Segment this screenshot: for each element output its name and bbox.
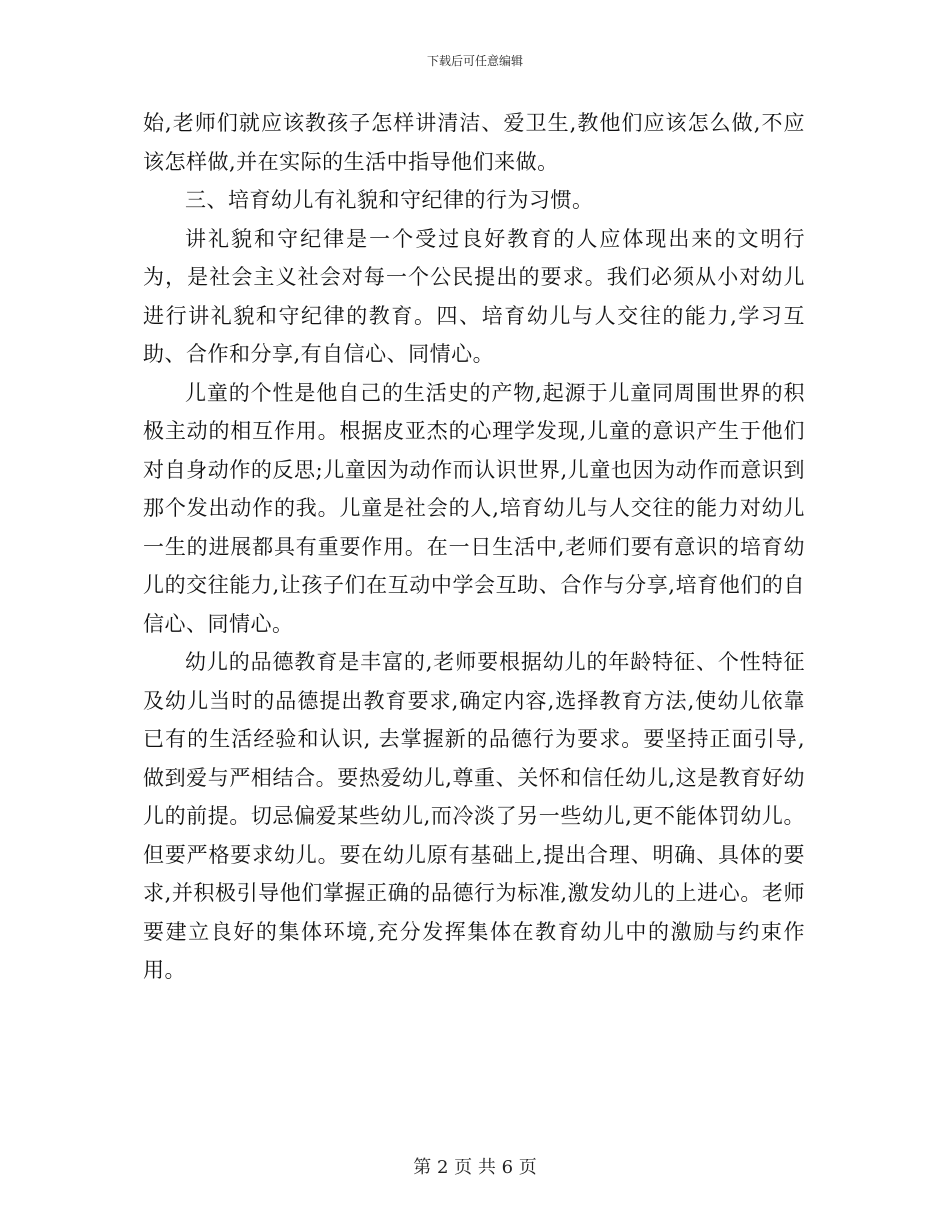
paragraph-1: 始,老师们就应该教孩子怎样讲清洁、爱卫生,教他们应该怎么做,不应该怎样做,并在实际的生活中指导他们来做。 [143,111,805,174]
paragraph-4: 儿童的个性是他自己的生活史的产物,起源于儿童同周围世界的积极主动的相互作用。根据皮亚杰的心理学发现,儿童的意识产生于他们对自身动作的反思;儿童因为动作而认识世界,儿童也因为动作而意识到那个发出动作的我。儿童是社会的人,培育幼儿与人交往的能力对幼儿一生的进展都具有重要作用。在一日生活中,老师们要有意识的培育幼儿的交往能力,让孩子们在互动中学会互助、合作与分享,培育他们的自信心、同情心。 [143,380,805,636]
body-content [143,104,805,990]
page-header: 下载后可任意编辑 [426,54,523,68]
paragraph-2-heading: 三、培育幼儿有礼貌和守纪律的行为习惯。 [185,188,594,212]
paragraph-3: 讲礼貌和守纪律是一个受过良好教育的人应体现出来的文明行为，是社会主义社会对每一个公民提出的要求。我们必须从小对幼儿进行讲礼貌和守纪律的教育。四、培育幼儿与人交往的能力,学习互助、合作和分享,有自信心、同情心。 [143,226,805,366]
paragraph-5: 幼儿的品德教育是丰富的,老师要根据幼儿的年龄特征、个性特征及幼儿当时的品德提出教育要求,确定内容,选择教育方法,使幼儿依靠已有的生活经验和认识, 去掌握新的品德行为要求。要坚持正面引导,做到爱与严相结合。要热爱幼儿,尊重、关怀和信任幼儿,这是教育好幼儿的前提。切忌偏爱某些幼儿,而冷淡了另一些幼儿,更不能体罚幼儿。但要严格要求幼儿。要在幼儿原有基础上,提出合理、明确、具体的要求,并积极引导他们掌握正确的品德行为标准,激发幼儿的上进心。老师要建立良好的集体环境,充分发挥集体在教育幼儿中的激励与约束作用。 [143,650,805,982]
page-footer: 第 2 页 共 6 页 [413,1157,537,1178]
